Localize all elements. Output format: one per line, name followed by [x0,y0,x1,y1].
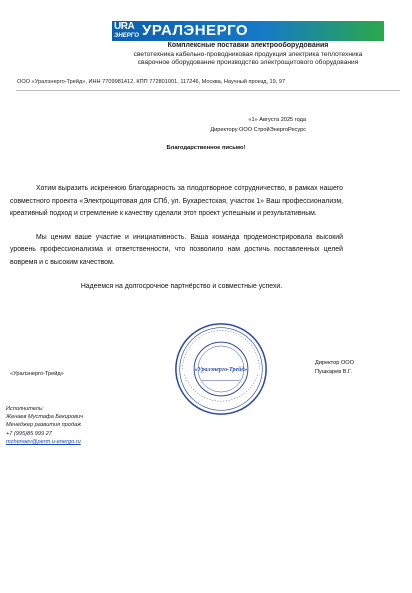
contact-label: Исполнитель: [6,406,44,412]
director-name: Пушкарев В.Г. [315,368,352,375]
subtitle-line-3: сварочное оборудование производство электрощитового оборудования [137,59,359,66]
letter-date: «1» Августа 2025 года [248,117,306,123]
logo-text: УРАЛЭНЕРГО [142,22,249,39]
paragraph-2: Мы ценим ваше участие и инициативность. Ваша команда продемонстрировала высокий уровень профессионализма и ответственности, что позволило нам достичь поставленных целей вовремя и с высоким качеством. [10,233,343,266]
paragraph-3: Надеемся на долгосрочное партнёрство и совместные успехи. [80,282,283,290]
contact-email-link[interactable]: mzhenaev@perm.u-energo.ru [6,438,81,445]
company-logo [112,21,384,41]
contact-position: Менеджер развития продаж [6,422,82,429]
director-signature [315,359,354,376]
letterhead-subtitle [112,42,384,68]
logo-badge-top: URA [114,21,135,32]
contact-phone: +7 (995)85 999 27 [6,430,52,437]
letter-title: Благодарственное письмо! [166,145,246,151]
director-title: Директор ООО [315,360,354,366]
subtitle-main: Комплексные поставки электрооборудования [167,42,329,49]
header-divider [16,90,400,91]
contact-block [6,405,83,446]
logo-badge [114,22,138,40]
logo-badge-bottom: ЭНЕРГО [114,33,139,39]
subtitle-line-2: светотехника кабельно-проводниковая продукция электрика теплотехника [133,50,363,58]
stamp-text: «Уралэнерго-Трейд» [194,366,248,373]
organization-signature: «Уралэнерго-Трейд» [10,371,64,377]
paragraph-1: Хотим выразить искреннюю благодарность за плодотворное сотрудничество, в рамках нашего совместного проекта «Электрощитовая для СПб, ул. Бухарестская, участок 1» Ваш профессионализм, креативный подход и стремление к качеству сделали этот проект успешным и результативным. [10,185,343,218]
letter-body [10,183,343,293]
company-details: ООО «Уралэнерго-Трейд», ИНН 7709981412, КПП 772801001, 117246, Москва, Научный проезд, 19, 97 [17,79,286,85]
company-stamp [173,321,269,417]
contact-name: Женаев Мустафа Бекирович [6,414,84,421]
addressee: Директору ООО СтройЭнергоРесурс [210,127,306,133]
